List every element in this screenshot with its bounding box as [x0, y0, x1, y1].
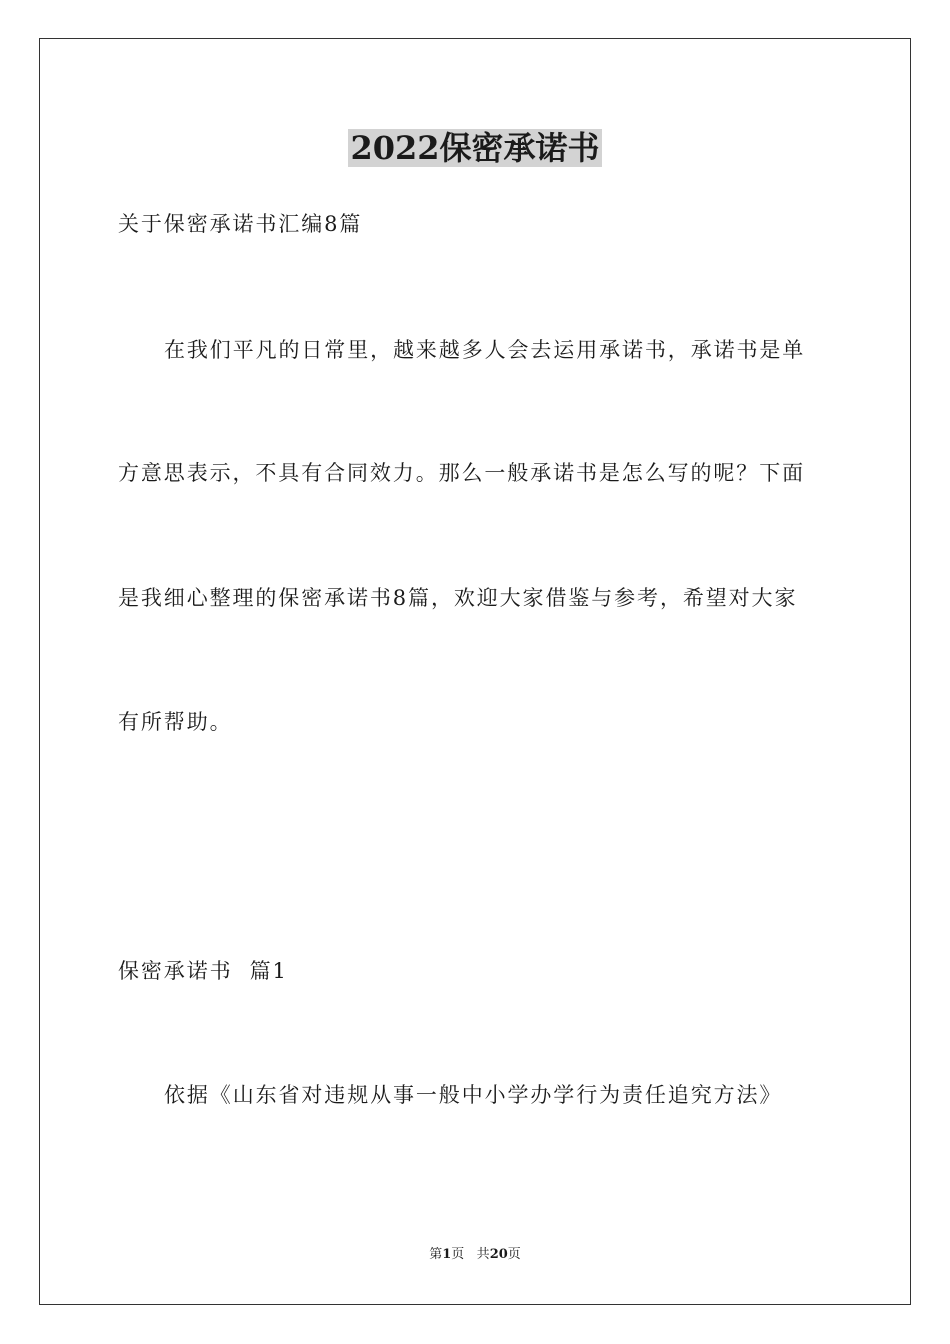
document-subtitle: 关于保密承诺书汇编8篇 [118, 212, 363, 236]
section-heading: 保密承诺书 篇1 [118, 959, 288, 983]
footer-page-prefix: 第 [429, 1247, 443, 1262]
intro-line-4: 有所帮助。 [118, 710, 233, 734]
footer-page-number: 1 [442, 1247, 452, 1262]
document-title [0, 128, 950, 168]
section-first-line: 依据《山东省对违规从事一般中小学办学行为责任追究方法》 [164, 1083, 783, 1107]
footer-total-suffix: 页 [507, 1247, 521, 1262]
footer-page-suffix: 页 [451, 1247, 465, 1262]
page-footer [0, 1246, 950, 1264]
document-title-text: 2022保密承诺书 [350, 129, 600, 167]
intro-line-1: 在我们平凡的日常里，越来越多人会去运用承诺书，承诺书是单 [164, 338, 806, 362]
intro-line-3: 是我细心整理的保密承诺书8篇，欢迎大家借鉴与参考，希望对大家 [118, 586, 798, 610]
footer-total-pages: 20 [489, 1247, 508, 1262]
intro-line-2: 方意思表示，不具有合同效力。那么一般承诺书是怎么写的呢？下面 [118, 461, 805, 485]
footer-total-prefix: 共 [476, 1247, 490, 1262]
